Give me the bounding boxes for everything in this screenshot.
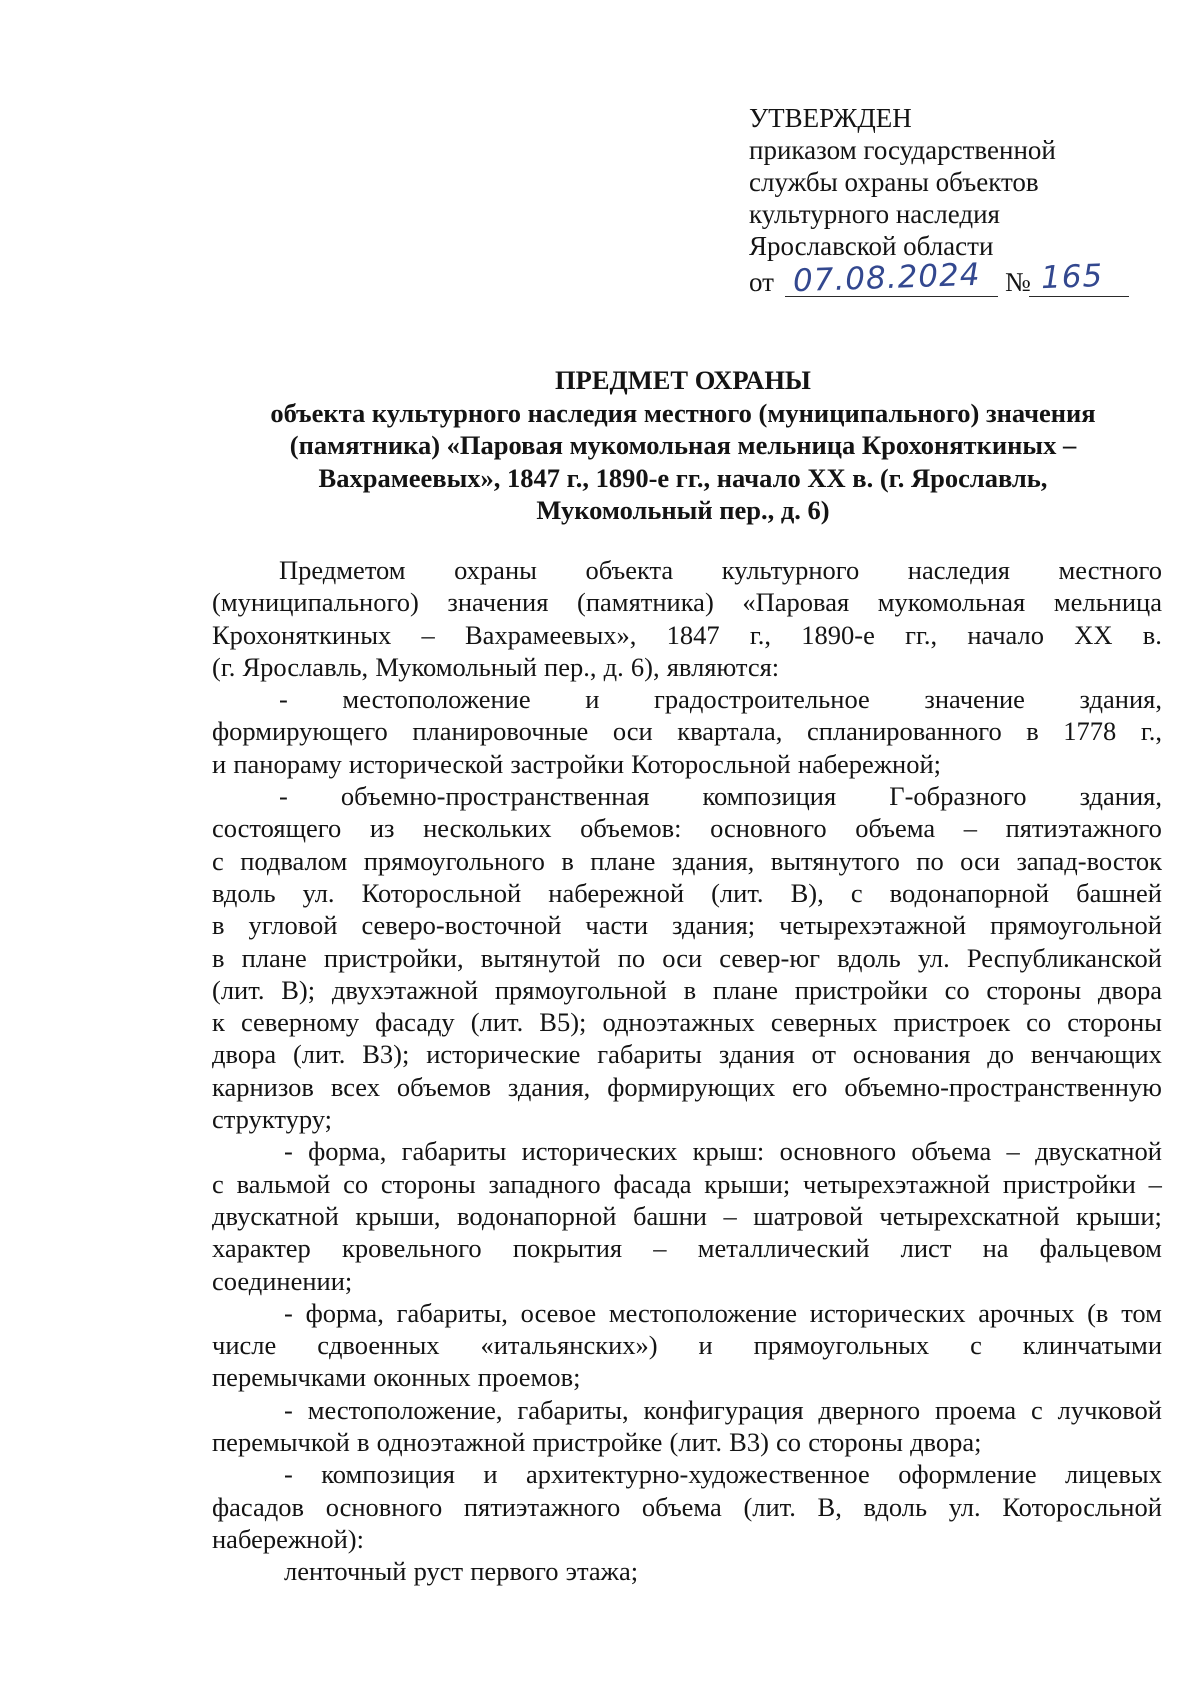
approval-stamp-block xyxy=(749,102,1149,302)
body-text-line: формирующего планировочные оси квартала, спланированного в 1778 г., xyxy=(212,716,1162,747)
document-heading: ПРЕДМЕТ ОХРАНЫ xyxy=(555,365,811,395)
body-text-line: перемычкой в одноэтажной пристройке (лит. В3) со стороны двора; xyxy=(212,1427,982,1458)
body-text-line: в плане пристройки, вытянутой по оси север-юг вдоль ул. Республиканской xyxy=(212,942,1162,973)
subtitle-line: (памятника) «Паровая мукомольная мельница Крохоняткиных – xyxy=(289,430,1077,460)
subtitle-line: объекта культурного наследия местного (муниципального) значения xyxy=(270,397,1096,428)
body-text-line: Предметом охраны объекта культурного наследия местного xyxy=(279,555,1162,585)
document-body xyxy=(212,554,1162,1588)
body-text-line: соединении; xyxy=(212,1265,353,1296)
handwritten-date: 07.08.2024 xyxy=(792,256,982,300)
subtitle-line: Вахрамеевых», 1847 г., 1890-е гг., начало XX в. (г. Ярославль, xyxy=(318,462,1048,493)
body-text-line: - композиция и архитектурно-художественное оформление лицевых xyxy=(284,1459,1162,1490)
body-text-line: к северному фасаду (лит. В5); одноэтажных северных пристроек со стороны xyxy=(212,1007,1162,1038)
body-text-line: и панораму исторической застройки Которосльной набережной; xyxy=(212,748,942,779)
body-text-line: вдоль ул. Которосльной набережной (лит. В), с водонапорной башней xyxy=(212,877,1162,908)
body-text-line: (г. Ярославль, Мукомольный пер., д. 6), являются: xyxy=(212,651,780,682)
number-sign: № xyxy=(1005,267,1031,297)
date-prefix: от xyxy=(749,267,774,297)
body-text-line: двускатной крыши, водонапорной башни – шатровой четырехскатной крыши; xyxy=(212,1200,1162,1231)
approval-line: УТВЕРЖДЕН xyxy=(749,103,912,133)
body-text-line: с подвалом прямоугольного в плане здания, вытянутого по оси запад-восток xyxy=(212,845,1162,876)
body-text-line: двора (лит. В3); исторические габариты здания от основания до венчающих xyxy=(212,1039,1162,1070)
body-text-line: в угловой северо-восточной части здания; четырехэтажной прямоугольной xyxy=(212,910,1162,941)
approval-line: культурного наследия xyxy=(749,199,1000,229)
body-text-line: с вальмой со стороны западного фасада крыши; четырехэтажной пристройки – xyxy=(212,1168,1162,1199)
body-text-line: (муниципального) значения (памятника) «Паровая мукомольная мельница xyxy=(212,587,1162,618)
subtitle-line: Мукомольный пер., д. 6) xyxy=(536,495,830,525)
body-text-line: фасадов основного пятиэтажного объема (лит. В, вдоль ул. Которосльной xyxy=(212,1491,1162,1522)
body-text-line: состоящего из нескольких объемов: основного объема – пятиэтажного xyxy=(212,813,1162,844)
body-text-line: (лит. В); двухэтажной прямоугольной в плане пристройки со стороны двора xyxy=(212,974,1162,1005)
body-text-line: характер кровельного покрытия – металлический лист на фальцевом xyxy=(212,1233,1162,1264)
body-text-line: Крохоняткиных – Вахрамеевых», 1847 г., 1890-е гг., начало XX в. xyxy=(212,619,1162,650)
body-text-line: - форма, габариты, осевое местоположение исторических арочных (в том xyxy=(284,1297,1162,1328)
body-text-line: - форма, габариты исторических крыш: основного объема – двускатной xyxy=(284,1136,1162,1167)
body-text-line: числе сдвоенных «итальянских») и прямоугольных с клинчатыми xyxy=(212,1330,1162,1361)
handwritten-number: 165 xyxy=(1040,257,1104,297)
body-text-line: структуру; xyxy=(212,1104,332,1135)
body-text-line: - местоположение, габариты, конфигурация дверного проема с лучковой xyxy=(284,1394,1162,1425)
body-text-line: набережной): xyxy=(212,1523,364,1554)
body-text-line: карнизов всех объемов здания, формирующих его объемно-пространственную xyxy=(212,1071,1162,1102)
document-title-block xyxy=(206,364,1160,527)
approval-line: Ярославской области xyxy=(749,231,994,261)
approval-line: службы охраны объектов xyxy=(749,167,1039,197)
approval-line: приказом государственной xyxy=(749,135,1056,165)
body-text-line: перемычками оконных проемов; xyxy=(212,1362,581,1393)
order-date-number-row xyxy=(749,256,1149,302)
body-text-line: ленточный руст первого этажа; xyxy=(284,1556,639,1587)
body-text-line: - объемно-пространственная композиция Г-образного здания, xyxy=(279,781,1162,812)
body-text-line: - местоположение и градостроительное значение здания, xyxy=(279,684,1162,715)
number-underline xyxy=(1029,296,1129,297)
